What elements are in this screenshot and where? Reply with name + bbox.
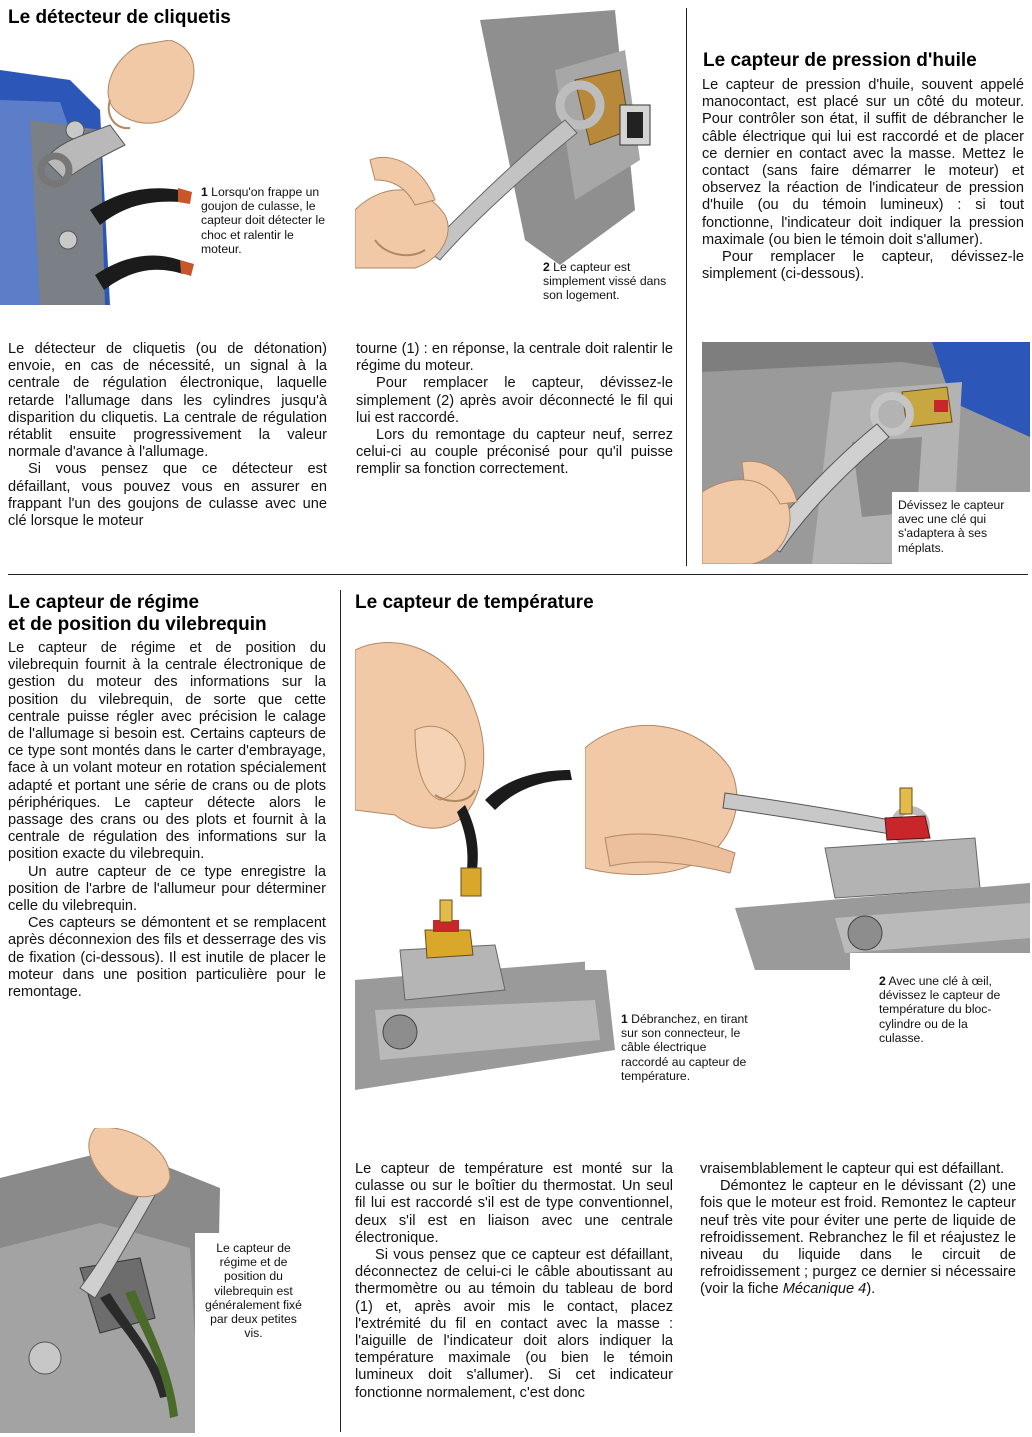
temp-illustration-1: [355, 630, 615, 1130]
knock-caption-1: 1 Lorsqu'on frappe un goujon de culasse, le capteur doit détecter le choc et ralentir le moteur.: [201, 185, 325, 256]
knock-paragraph-4: Pour remplacer le capteur, dévissez-le simplement (2) après avoir déconnecté le fil qui lui est raccordé.: [356, 375, 673, 426]
crank-caption: Le capteur de régime et de position du vilebrequin est généralement fixé par deux petites vis.: [205, 1241, 302, 1341]
temp-caption-1: 1 Débranchez, en tirant sur son connecteur, le câble électrique raccordé au capteur de température.: [621, 1012, 748, 1083]
knock-paragraph-3: tourne (1) : en réponse, la centrale doit ralentir le régime du moteur.: [356, 341, 673, 375]
temp-text-col2: [700, 1161, 1016, 1299]
knock-text-col1: [8, 341, 327, 530]
temp-text-col1: [355, 1161, 673, 1402]
crank-title-line2: et de position du vilebrequin: [8, 614, 267, 635]
temp-paragraph-1: Le capteur de température est monté sur la culasse ou sur le boîtier du thermostat. Un seul fil lui est raccordé s'il est de type conventionnel, deux s'il est en liaison avec une centrale électronique.: [355, 1161, 673, 1246]
temp-paragraph-2: Si vous pensez que ce capteur est défaillant, déconnectez de celui-ci le câble aboutissant au thermomètre ou au témoin du tableau de bord (1) et, après avoir mis le contact, placez l'extrémité du fil en contact avec la masse : l'aiguille de l'indicateur doit alors indiquer la température maximale (ou bien le témoin lumineux doit s'allumer). Si cet indicateur fonctionne normalement, c'est donc: [355, 1247, 673, 1401]
oil-title: Le capteur de pression d'huile: [703, 50, 977, 71]
oil-paragraph-1: Le capteur de pression d'huile, souvent appelé manocontact, est placé sur un côté du moteur. Pour contrôler son état, il suffit de débrancher le câble électrique qui lui est raccordé et de placer ce dernier en contact avec la masse. Mettez le contact (sans faire démarrer le moteur) et observez la réaction de l'indicateur de pression d'huile (ou du témoin lumineux) : si tout fonctionne, l'indicateur doit indiquer la pression maximale (ou bien le témoin doit s'allumer).: [702, 77, 1024, 248]
knock-paragraph-2: Si vous pensez que ce détecteur est défaillant, vous pouvez vous en assurer en frappant l'un des goujons de culasse avec une clé lorsque le moteur: [8, 461, 327, 530]
crank-title-line1: Le capteur de régime: [8, 592, 200, 613]
knock-paragraph-1: Le détecteur de cliquetis (ou de détonation) envoie, en cas de nécessité, un signal à la centrale de régulation électronique, laquelle retarde l'allumage dans les cylindres jusqu'à disparition du cliquetis. La centrale de régulation rétablit ensuite progressivement la valeur normale d'avance à l'allumage.: [8, 341, 327, 461]
temp-title: Le capteur de température: [355, 592, 594, 613]
knock-text-col2: [356, 341, 673, 479]
vertical-divider-top: [686, 8, 687, 566]
knock-paragraph-5: Lors du remontage du capteur neuf, serrez celui-ci au couple préconisé pour qu'il puisse remplir sa fonction correctement.: [356, 427, 673, 478]
crank-paragraph-1: Le capteur de régime et de position du vilebrequin fournit à la centrale électronique de gestion du moteur des informations sur la position du vilebrequin, de sorte que cette centrale puisse régler avec précision le calage de l'allumage si besoin est. Certains capteurs de ce type sont montés dans le carter d'embrayage, face à un volant moteur en rotation spécialement adapté et portant une série de crans ou de plots périphériques. Le capteur détecte alors le passage des crans ou des plots et fournit à la centrale de régulation des informations sur la position exacte du vilebrequin.: [8, 640, 326, 863]
crank-text: [8, 640, 326, 1001]
vertical-divider-bottom: [340, 590, 341, 1432]
crank-paragraph-2: Un autre capteur de ce type enregistre la position de l'arbre de l'allumeur pour déterminer celle du vilebrequin.: [8, 863, 326, 915]
temp-paragraph-4: Démontez le capteur en le dévissant (2) une fois que le moteur est froid. Remontez le capteur neuf très vite pour éviter une perte de liquide de refroidissement. Rebranchez le fil et réajustez le niveau du liquide dans le circuit de refroidissement ; purgez ce dernier si nécessaire (voir la fiche Mécanique 4).: [700, 1178, 1016, 1298]
oil-caption: Dévissez le capteur avec une clé qui s'adaptera à ses méplats.: [898, 498, 1005, 555]
knock-title: Le détecteur de cliquetis: [8, 7, 231, 28]
temp-paragraph-3: vraisemblablement le capteur qui est défaillant.: [700, 1161, 1005, 1177]
horizontal-divider: [8, 574, 1028, 575]
knock-illustration-1: [0, 40, 195, 305]
crank-paragraph-3: Ces capteurs se démontent et se remplacent après déconnexion des fils et desserrage des vis de fixation (ci-dessous). Il est inutile de placer le moteur dans une position particulière pour le remontage.: [8, 915, 326, 1001]
fiche-reference: Mécanique 4: [782, 1281, 867, 1298]
knock-caption-2: 2 Le capteur est simplement vissé dans son logement.: [543, 260, 667, 303]
oil-paragraph-2: Pour remplacer le capteur, dévissez-le simplement (ci-dessous).: [702, 249, 1024, 283]
oil-text: [702, 77, 1024, 283]
temp-caption-2: 2 Avec une clé à œil, dévissez le capteur de température du bloc-cylindre ou de la culasse.: [879, 974, 1001, 1045]
temp-illustration-2: [585, 708, 1030, 970]
knock-illustration-2: [355, 10, 675, 270]
